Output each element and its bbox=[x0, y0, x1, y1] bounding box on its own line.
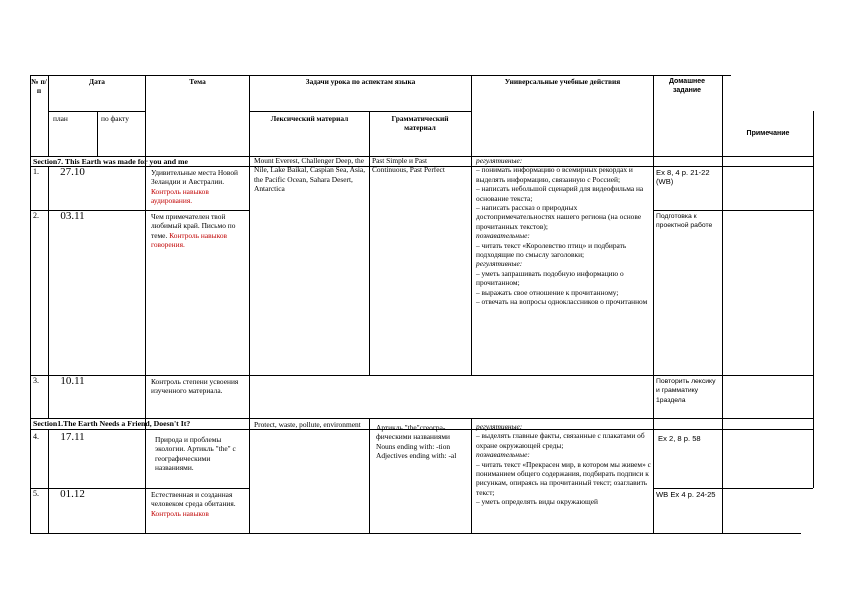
section7-uud bbox=[476, 156, 651, 307]
header-date: Дата bbox=[88, 77, 105, 86]
row1-theme-control: Контроль навыков аудирования. bbox=[151, 186, 209, 206]
section1-uud bbox=[476, 422, 651, 507]
uud-line: – написать рассказ о природных достопримечательностях нашего региона (на основе прочитанных текстов); bbox=[476, 203, 642, 231]
uud-line: регулятивные: bbox=[476, 259, 523, 269]
table-top-border bbox=[30, 75, 731, 76]
row2-theme-text: Чем примечателен твой любимый край. Письмо по теме. bbox=[151, 212, 236, 240]
row2-theme-control: Контроль навыков говорения. bbox=[151, 230, 228, 250]
uud-line: – понимать информацию о всемирных рекордах и выделять информацию, связанную с Россией; bbox=[476, 165, 633, 184]
row2-bottom-right bbox=[653, 375, 813, 376]
section1-grammar: Артикль "the"сгеогра-фическими названиями Nouns ending with: -tion Adjectives ending with: -al bbox=[376, 423, 457, 461]
col-lex-border-s1 bbox=[369, 418, 370, 533]
col-num-border-r2 bbox=[48, 210, 49, 375]
uud-line: – читать текст «Прекрасен мир, в котором мы живем» с пониманием общего содержания, подбирать подписи к рисункам, опираясь на прочитанный текст; озаглавить текст; bbox=[476, 459, 651, 497]
header-plan: план bbox=[53, 114, 68, 123]
row1-date: 27.10 bbox=[60, 166, 85, 178]
row5-date: 01.12 bbox=[60, 488, 85, 500]
col-hw-border bbox=[722, 75, 723, 533]
row3-date: 10.11 bbox=[60, 375, 85, 387]
row5-theme-text: Естественная и созданная человеком среда обитания. bbox=[151, 490, 236, 509]
header-tasks-split bbox=[249, 111, 471, 112]
row5-theme-control: Контроль навыков bbox=[151, 508, 209, 518]
row5-num: 5. bbox=[33, 489, 39, 498]
row1-bottom-hw bbox=[653, 210, 813, 211]
row4-date: 17.11 bbox=[60, 431, 85, 443]
col-lex-border-s7 bbox=[369, 156, 370, 375]
col-note-border bbox=[813, 111, 814, 488]
row2-num: 2. bbox=[33, 211, 39, 220]
col-date-border bbox=[145, 75, 146, 533]
row5-theme bbox=[151, 490, 241, 518]
uud-line: – выделять главные факты, связанные с плакатами об охране окружающей среды; bbox=[476, 431, 645, 450]
row2-homework: Подготовка к проектной работе bbox=[656, 213, 713, 230]
row1-num: 1. bbox=[33, 167, 39, 176]
section1-lexical: Protect, waste, pollute, environment bbox=[254, 420, 361, 429]
col-lex-border bbox=[369, 111, 370, 156]
uud-line: – уметь определять виды окружающей bbox=[476, 497, 598, 507]
row3-homework: Повторить лексику и грамматику 1раздела bbox=[656, 378, 716, 404]
uud-line: – выражать свое отношение к прочитанному; bbox=[476, 287, 619, 297]
col-plan-border bbox=[97, 111, 98, 156]
row3-theme: Контроль степени усвоения изученного материала. bbox=[151, 377, 239, 396]
col-num-border-r4 bbox=[48, 429, 49, 533]
section7-grammar: Past Simple и Past Continuous, Past Perfect bbox=[372, 156, 445, 175]
row4-bottom-right bbox=[653, 488, 813, 489]
row1-theme-text: Удивительные места Новой Зеландии и Австралии. bbox=[151, 168, 238, 187]
col-grammar-border-s1 bbox=[471, 418, 472, 533]
col-left-border bbox=[30, 75, 31, 533]
row2-date: 03.11 bbox=[60, 210, 85, 222]
header-homework: Домашнее задание bbox=[668, 78, 706, 95]
uud-line: познавательные: bbox=[476, 450, 530, 460]
uud-line: познавательные: bbox=[476, 231, 530, 241]
col-num-border bbox=[48, 75, 49, 156]
header-grammar: Грамматический материал bbox=[391, 114, 449, 133]
row1-homework: Ex 8, 4 p. 21-22 (WB) bbox=[656, 168, 710, 187]
section1-title: Section1.The Earth Needs a Friend, Doesn't It? bbox=[33, 419, 191, 428]
header-lexical: Лексический материал bbox=[270, 114, 349, 123]
table-bottom-border bbox=[30, 533, 801, 534]
uud-line: регулятивные: bbox=[476, 156, 523, 165]
row4-homework: Ex 2, 8 p. 58 bbox=[658, 434, 701, 443]
row1-theme bbox=[151, 168, 247, 206]
header-tasks: Задачи урока по аспектам языка bbox=[305, 77, 416, 86]
row4-theme: Природа и проблемы экологии. Артикль "the" с географическими названиями. bbox=[155, 435, 236, 473]
col-grammar-border bbox=[471, 75, 472, 375]
section7-title: Section7. This Earth was made for you and me bbox=[33, 157, 189, 166]
header-num: № п/п bbox=[31, 77, 47, 96]
uud-line: – отвечать на вопросы одноклассников о прочитанном bbox=[476, 297, 648, 307]
row2-bottom-mid bbox=[249, 375, 653, 376]
section7-lexical: Mount Everest, Challenger Deep, the Nile, Lake Baikal, Caspian Sea, Asia, the Pacific Ocean, Sahara Desert, Antarctica bbox=[254, 156, 366, 194]
header-uud: Универсальные учебные действия bbox=[504, 77, 621, 86]
header-theme: Тема bbox=[189, 77, 206, 86]
uud-line: – написать небольшой сценарий для видеофильма на основание текста; bbox=[476, 184, 644, 203]
uud-line: – читать текст «Королевство птиц» и подбирать подходящие по смыслу заголовки; bbox=[476, 240, 627, 260]
row4-num: 4. bbox=[33, 432, 39, 441]
row5-homework: WB Ex 4 p. 24-25 bbox=[656, 490, 716, 499]
header-fact: по факту bbox=[101, 114, 129, 123]
row3-num: 3. bbox=[33, 376, 39, 385]
header-note: Примечание bbox=[746, 130, 790, 137]
uud-line: – уметь запрашивать подобную информацию о прочитанном; bbox=[476, 268, 624, 288]
col-uud-border bbox=[653, 75, 654, 533]
uud-line: регулятивные: bbox=[476, 422, 523, 431]
row2-theme bbox=[151, 212, 247, 250]
col-theme-border bbox=[249, 75, 250, 533]
